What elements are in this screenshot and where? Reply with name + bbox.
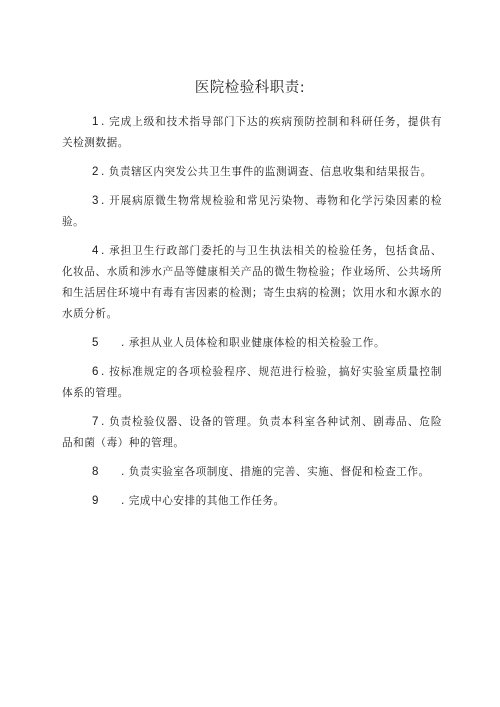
duty-item-5 xyxy=(62,333,442,354)
duty-item-2 xyxy=(62,162,442,183)
item-text: . 负责检验仪器、设备的管理。负责本科室各种试剂、剧毒品、危险品和菌（毒）种的管理。 xyxy=(62,416,442,449)
item-number: 7 xyxy=(92,416,99,428)
duty-item-8 xyxy=(62,462,442,483)
item-number: 5 xyxy=(92,337,99,349)
duty-list xyxy=(62,112,442,520)
item-text: . 完成中心安排的其他工作任务。 xyxy=(120,495,285,507)
item-number: 4 xyxy=(92,245,99,257)
duty-item-4 xyxy=(62,241,442,325)
item-text: . 按标准规定的各项检验程序、规范进行检验，搞好实验室质量控制体系的管理。 xyxy=(62,366,442,399)
item-number: 6 xyxy=(92,366,99,378)
item-number: 3 xyxy=(92,195,99,207)
duty-item-7 xyxy=(62,412,442,454)
item-text: . 负责实验室各项制度、措施的完善、实施、督促和检查工作。 xyxy=(120,466,430,478)
item-number: 2 xyxy=(92,166,99,178)
item-text: . 承担从业人员体检和职业健康体检的相关检验工作。 xyxy=(120,337,386,349)
item-text: . 承担卫生行政部门委托的与卫生执法相关的检验任务，包括食品、化妆品、水质和涉水产品等健康相关产品的微生物检验；作业场所、公共场所和生活居住环境中有毒有害因素的检测；寄生虫病的检测；饮用水和水源水的水质分析。 xyxy=(62,245,442,320)
duty-item-6 xyxy=(62,362,442,404)
item-number: 1 xyxy=(92,116,99,128)
item-text: . 负责辖区内突发公共卫生事件的监测调查、信息收集和结果报告。 xyxy=(100,166,432,178)
item-text: . 完成上级和技术指导部门下达的疾病预防控制和科研任务，提供有关检测数据。 xyxy=(62,116,442,149)
duty-item-1 xyxy=(62,112,442,154)
item-text: . 开展病原微生物常规检验和常见污染物、毒物和化学污染因素的检验。 xyxy=(62,195,442,228)
item-number: 8 xyxy=(92,466,99,478)
item-number: 9 xyxy=(92,495,99,507)
document-title: 医院检验科职责: xyxy=(194,80,306,96)
duty-item-9 xyxy=(62,491,442,512)
duty-item-3 xyxy=(62,191,442,233)
